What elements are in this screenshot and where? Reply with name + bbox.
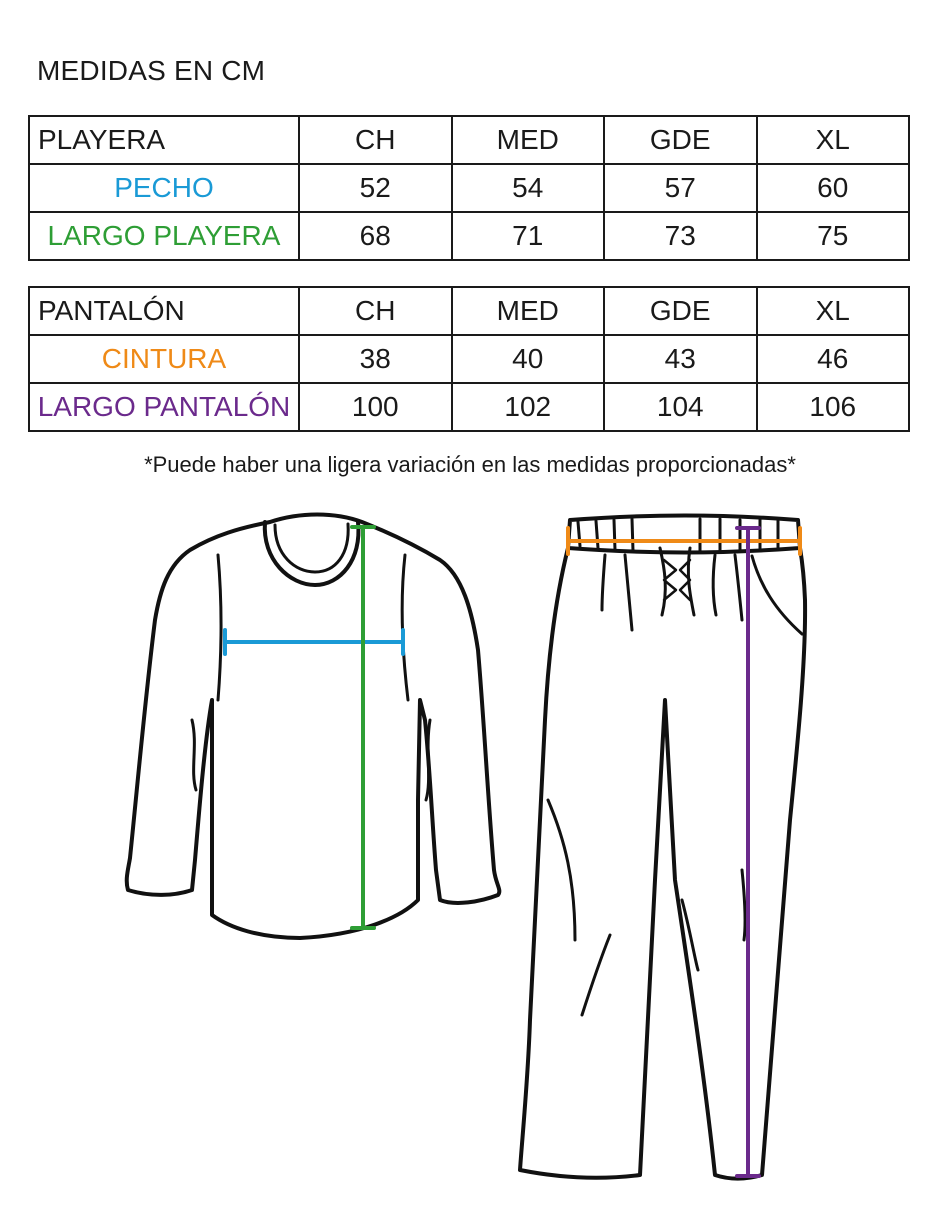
size-header: GDE — [604, 287, 757, 335]
table-cell: 68 — [299, 212, 452, 260]
size-header: CH — [299, 287, 452, 335]
pants-illustration — [520, 516, 805, 1179]
table-cell: 100 — [299, 383, 452, 431]
table-cell: 102 — [452, 383, 605, 431]
size-header: XL — [757, 287, 910, 335]
row-label-pants-length: LARGO PANTALÓN — [29, 383, 299, 431]
page-title: MEDIDAS EN CM — [37, 55, 266, 86]
table-title: PLAYERA — [29, 116, 299, 164]
table-cell: 75 — [757, 212, 910, 260]
pants-length-measure-line — [737, 528, 759, 1176]
row-label-chest: PECHO — [29, 164, 299, 212]
table-cell: 106 — [757, 383, 910, 431]
table-cell: 104 — [604, 383, 757, 431]
table-cell: 38 — [299, 335, 452, 383]
size-header: GDE — [604, 116, 757, 164]
size-header: CH — [299, 116, 452, 164]
chest-measure-line — [225, 630, 403, 654]
shirt-length-measure-line — [352, 527, 374, 928]
row-label-shirt-length: LARGO PLAYERA — [29, 212, 299, 260]
shirt-illustration — [127, 515, 500, 939]
size-header: MED — [452, 287, 605, 335]
size-header: MED — [452, 116, 605, 164]
table-cell: 60 — [757, 164, 910, 212]
table-cell: 73 — [604, 212, 757, 260]
table-cell: 71 — [452, 212, 605, 260]
table-cell: 54 — [452, 164, 605, 212]
disclaimer-note: *Puede haber una ligera variación en las medidas proporcionadas* — [144, 452, 796, 477]
table-cell: 40 — [452, 335, 605, 383]
table-cell: 52 — [299, 164, 452, 212]
row-label-waist: CINTURA — [29, 335, 299, 383]
size-header: XL — [757, 116, 910, 164]
table-cell: 46 — [757, 335, 910, 383]
table-cell: 43 — [604, 335, 757, 383]
table-title: PANTALÓN — [29, 287, 299, 335]
table-cell: 57 — [604, 164, 757, 212]
